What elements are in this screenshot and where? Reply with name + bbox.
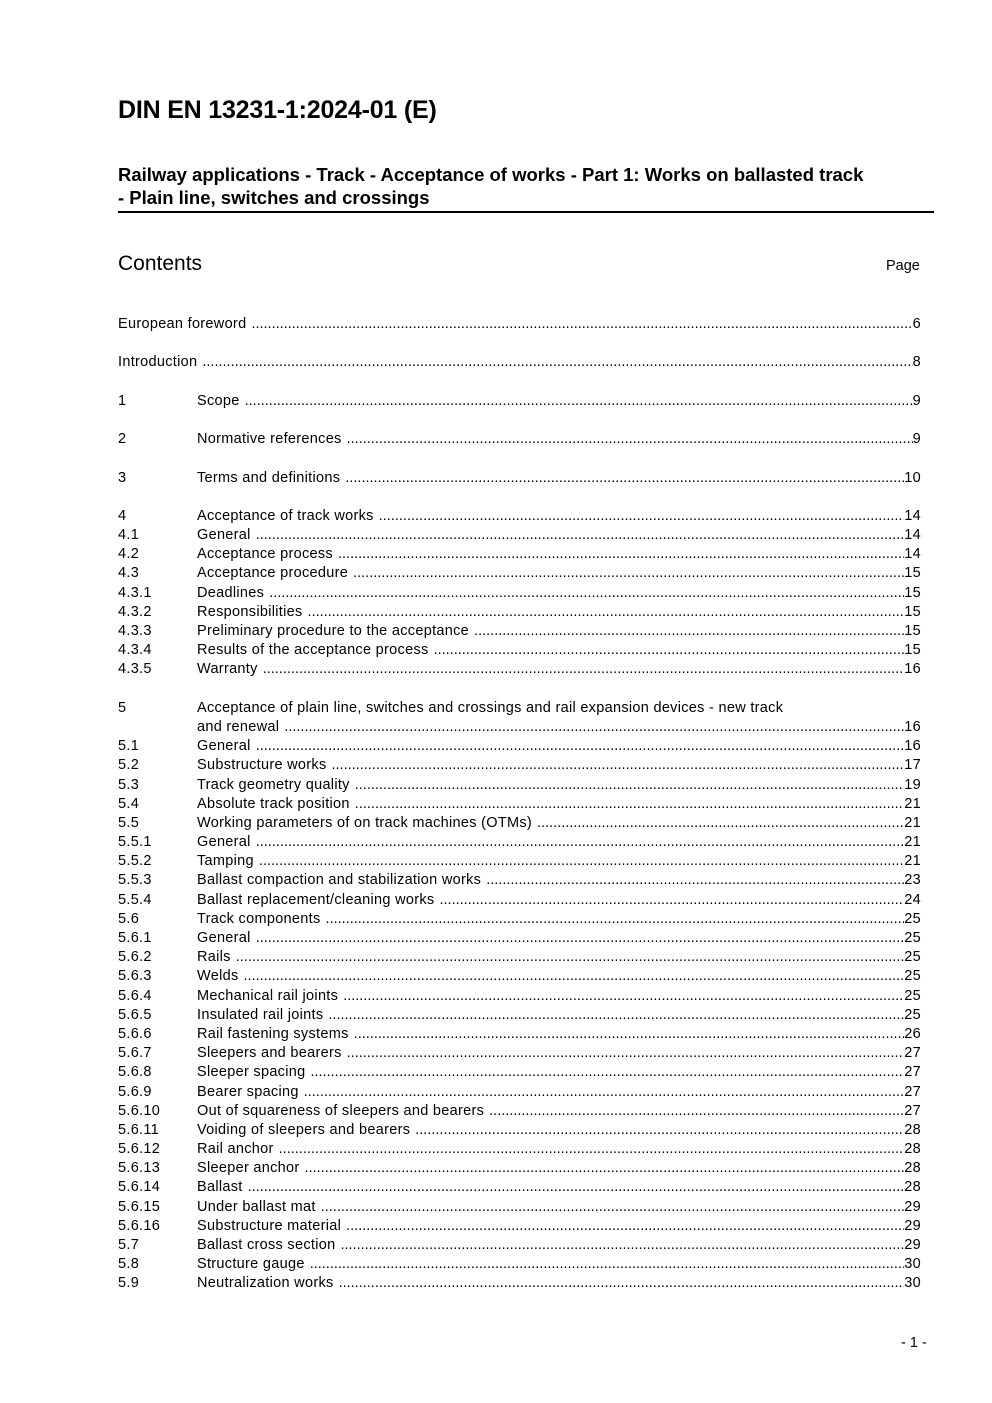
document-title [118, 163, 934, 213]
toc-leader-dots [486, 871, 904, 890]
toc-entry-title: Ballast [197, 1179, 243, 1196]
toc-entry-title: Acceptance procedure [197, 565, 349, 582]
toc-leader-dots [279, 1140, 905, 1159]
toc-entry[interactable] [118, 967, 921, 986]
toc-leader-dots [434, 641, 905, 660]
toc-leader-dots [326, 910, 905, 929]
document-id: DIN EN 13231-1:2024-01 (E) [118, 96, 437, 124]
toc-leader-dots [310, 1255, 905, 1274]
toc-entry[interactable] [118, 660, 921, 679]
toc-entry-number: 5 [118, 699, 127, 716]
toc-leader-dots [474, 622, 904, 641]
toc-entry-title: Warranty [197, 661, 258, 678]
toc-entry[interactable] [118, 469, 921, 488]
toc-entry-page: 15 [904, 623, 921, 639]
toc-entry-title: Responsibilities [197, 603, 303, 620]
toc-leader-dots [354, 1025, 905, 1044]
toc-leader-dots [353, 564, 904, 583]
toc-entry-title: Substructure works [197, 757, 327, 774]
toc-entry-number: 4.3.1 [118, 584, 152, 601]
toc-leader-dots [339, 1274, 905, 1293]
toc-entry-title: Sleeper anchor [197, 1160, 300, 1177]
toc-entry-page: 16 [904, 718, 921, 735]
toc-entry-page: 21 [904, 853, 921, 870]
toc-entry[interactable] [118, 795, 921, 814]
toc-entry-number: 5.5.3 [118, 872, 152, 889]
toc-entry-page: 24 [904, 891, 921, 908]
toc-entry-title: Sleeper spacing [197, 1064, 306, 1081]
toc-entry-number: 5.6.16 [118, 1217, 161, 1234]
toc-leader-dots [244, 967, 905, 986]
toc-leader-dots [236, 948, 905, 967]
toc-entry-title: Introduction [118, 354, 198, 371]
toc-entry[interactable] [118, 507, 921, 526]
toc-entry[interactable] [118, 929, 921, 948]
toc-entry-page: 9 [912, 431, 921, 448]
toc-entry-title: Mechanical rail joints [197, 987, 339, 1004]
toc-entry[interactable] [118, 584, 921, 603]
toc-entry[interactable] [118, 1217, 921, 1236]
toc-entry-page: 25 [904, 1006, 921, 1023]
toc-entry-number: 5.5.2 [118, 853, 152, 870]
toc-entry[interactable] [118, 833, 921, 852]
contents-heading: Contents [118, 252, 203, 275]
toc-entry-page: 23 [904, 872, 921, 889]
toc-entry-title: Working parameters of on track machines (OTMs) [197, 814, 533, 831]
toc-entry[interactable] [118, 776, 921, 795]
toc-entry-title: Rail anchor [197, 1141, 274, 1158]
toc-leader-dots [340, 1236, 904, 1255]
toc-entry-title: Ballast replacement/cleaning works [197, 891, 435, 908]
table-of-contents [118, 315, 921, 1294]
toc-leader-dots [259, 852, 904, 871]
toc-entry-number: 4.3 [118, 565, 140, 582]
toc-leader-dots [251, 315, 912, 334]
toc-entry-page: 9 [912, 392, 921, 409]
toc-entry-title: Rail fastening systems [197, 1025, 349, 1042]
toc-leader-dots [256, 737, 905, 756]
toc-entry-title: Ballast compaction and stabilization works [197, 872, 482, 889]
toc-entry-title: Absolute track position [197, 795, 350, 812]
toc-entry-number: 5.8 [118, 1256, 140, 1273]
toc-entry-page: 27 [904, 1102, 921, 1119]
toc-entry-number: 5.4 [118, 795, 140, 812]
toc-entry-number: 5.6.5 [118, 1006, 152, 1023]
toc-entry-number: 5.3 [118, 776, 140, 793]
toc-entry[interactable] [118, 1236, 921, 1255]
toc-entry-number: 5.6.1 [118, 930, 152, 947]
toc-leader-dots [439, 891, 904, 910]
toc-entry-number: 5.6.10 [118, 1102, 161, 1119]
toc-entry-number: 4.3.2 [118, 603, 152, 620]
toc-entry-page: 10 [904, 469, 921, 486]
toc-entry-page: 17 [904, 757, 921, 774]
toc-leader-dots [256, 929, 905, 948]
toc-entry-title: Neutralization works [197, 1275, 334, 1292]
toc-leader-dots [489, 1102, 904, 1121]
toc-entry[interactable] [118, 699, 921, 737]
toc-leader-dots [346, 1217, 904, 1236]
toc-entry-title: Structure gauge [197, 1256, 305, 1273]
toc-entry-page: 21 [904, 814, 921, 831]
toc-entry-page: 28 [904, 1160, 921, 1177]
toc-entry[interactable] [118, 1006, 921, 1025]
toc-entry[interactable] [118, 1140, 921, 1159]
toc-entry-page: 14 [904, 507, 921, 524]
toc-leader-dots [245, 392, 913, 411]
toc-entry-page: 15 [904, 603, 921, 620]
toc-entry-title: General [197, 527, 251, 544]
toc-leader-dots [304, 1083, 905, 1102]
toc-entry-title: Insulated rail joints [197, 1006, 324, 1023]
toc-entry-page: 28 [904, 1141, 921, 1158]
toc-entry[interactable] [118, 1102, 921, 1121]
toc-entry-title: Acceptance process [197, 546, 333, 563]
toc-entry-number: 4.1 [118, 527, 140, 544]
toc-leader-dots [415, 1121, 904, 1140]
toc-entry-number: 5.6.13 [118, 1160, 161, 1177]
toc-entry-title: Rails [197, 949, 231, 966]
toc-leader-dots [284, 718, 904, 737]
toc-entry-number: 5.6.2 [118, 949, 152, 966]
toc-entry-number: 5.7 [118, 1237, 140, 1254]
toc-entry[interactable] [118, 603, 921, 622]
toc-entry[interactable] [118, 910, 921, 929]
toc-leader-dots [308, 603, 905, 622]
toc-entry-number: 5.6.9 [118, 1083, 152, 1100]
toc-leader-dots [345, 469, 904, 488]
toc-leader-dots [355, 776, 905, 795]
toc-entry-title: Under ballast mat [197, 1198, 316, 1215]
toc-entry-number: 5.6.11 [118, 1121, 160, 1138]
toc-entry[interactable] [118, 1063, 921, 1082]
toc-entry[interactable] [118, 814, 921, 833]
toc-leader-dots [248, 1178, 905, 1197]
toc-entry[interactable] [118, 871, 921, 890]
toc-entry-number: 4.3.3 [118, 623, 152, 639]
toc-entry-title: Normative references [197, 431, 342, 448]
toc-leader-dots [256, 833, 905, 852]
toc-entry-page: 15 [904, 642, 921, 659]
toc-entry-page: 19 [904, 776, 921, 793]
toc-entry-page: 27 [904, 1083, 921, 1100]
toc-entry-number: 4.3.5 [118, 661, 152, 678]
toc-entry[interactable] [118, 526, 921, 545]
toc-entry-title: Bearer spacing [197, 1083, 299, 1100]
toc-entry-page: 25 [904, 930, 921, 947]
toc-entry-number: 4.3.4 [118, 642, 152, 659]
toc-entry-page: 30 [904, 1256, 921, 1273]
toc-leader-dots [263, 660, 905, 679]
toc-entry-number: 5.9 [118, 1275, 140, 1292]
toc-leader-dots [256, 526, 905, 545]
toc-entry-number: 5.2 [118, 757, 140, 774]
toc-entry[interactable] [118, 891, 921, 910]
toc-leader-dots [202, 353, 912, 372]
toc-entry[interactable] [118, 737, 921, 756]
toc-entry-number: 5.1 [118, 738, 140, 755]
toc-entry-title: Substructure material [197, 1217, 342, 1234]
toc-entry-page: 25 [904, 949, 921, 966]
toc-entry-number: 3 [118, 469, 127, 486]
toc-entry-title: Tamping [197, 853, 254, 870]
page-column-label: Page [886, 258, 920, 274]
toc-entry-number: 5.5 [118, 814, 140, 831]
toc-entry[interactable] [118, 1274, 921, 1293]
toc-entry-title-line-1: Acceptance of plain line, switches and crossings and rail expansion devices - new track [197, 699, 784, 716]
toc-entry[interactable] [118, 1255, 921, 1274]
toc-entry-number: 5.5.1 [118, 834, 152, 851]
toc-leader-dots [347, 1044, 905, 1063]
toc-entry[interactable] [118, 1025, 921, 1044]
toc-leader-dots [537, 814, 904, 833]
toc-entry-number: 5.6 [118, 910, 140, 927]
toc-entry-page: 28 [904, 1121, 921, 1138]
toc-entry-title: Voiding of sleepers and bearers [197, 1121, 411, 1138]
toc-leader-dots [379, 507, 905, 526]
toc-entry-page: 25 [904, 968, 921, 985]
toc-entry[interactable] [118, 948, 921, 967]
toc-entry[interactable] [118, 1178, 921, 1197]
toc-entry-page: 25 [904, 910, 921, 927]
toc-entry-page: 21 [904, 834, 921, 851]
toc-leader-dots [347, 430, 913, 449]
toc-entry-title: Terms and definitions [197, 469, 341, 486]
toc-entry-number: 5.6.15 [118, 1198, 161, 1215]
toc-entry[interactable] [118, 392, 921, 411]
toc-entry-title: General [197, 834, 251, 851]
toc-entry-number: 5.6.12 [118, 1141, 161, 1158]
toc-entry-page: 6 [912, 316, 921, 332]
toc-leader-dots [332, 756, 905, 775]
toc-entry-title: General [197, 930, 251, 947]
toc-entry-number: 4.2 [118, 546, 140, 563]
toc-entry[interactable] [118, 1198, 921, 1217]
toc-leader-dots [305, 1159, 905, 1178]
toc-entry-number: 4 [118, 507, 127, 524]
toc-entry-title: Acceptance of track works [197, 507, 374, 524]
toc-entry[interactable] [118, 353, 921, 372]
toc-leader-dots [311, 1063, 905, 1082]
toc-entry-page: 29 [904, 1217, 921, 1234]
toc-entry[interactable] [118, 1083, 921, 1102]
toc-entry[interactable] [118, 641, 921, 660]
toc-entry[interactable] [118, 852, 921, 871]
toc-entry-title: Scope [197, 392, 240, 409]
toc-entry-title: Welds [197, 968, 239, 985]
toc-entry-page: 27 [904, 1045, 921, 1062]
toc-entry-page: 25 [904, 987, 921, 1004]
toc-entry-title: Results of the acceptance process [197, 642, 429, 659]
toc-entry-page: 28 [904, 1179, 921, 1196]
toc-entry-title: General [197, 738, 251, 755]
toc-entry[interactable] [118, 1159, 921, 1178]
toc-entry[interactable] [118, 564, 921, 583]
document-title-line-1: Railway applications - Track - Acceptance of works - Part 1: Works on ballasted track [118, 164, 864, 185]
toc-entry[interactable] [118, 1044, 921, 1063]
toc-entry-title: Sleepers and bearers [197, 1045, 342, 1062]
toc-entry[interactable] [118, 987, 921, 1006]
toc-entry-title: Track components [197, 910, 321, 927]
page-number: - 1 - [901, 1335, 927, 1351]
toc-entry-page: 15 [904, 584, 921, 601]
toc-entry[interactable] [118, 545, 921, 564]
toc-entry-number: 5.6.4 [118, 987, 152, 1004]
toc-entry-page: 14 [904, 527, 921, 544]
toc-entry-number: 5.5.4 [118, 891, 152, 908]
toc-entry-page: 16 [904, 738, 921, 755]
toc-entry-page: 21 [904, 795, 921, 812]
toc-leader-dots [321, 1198, 905, 1217]
toc-entry-number: 5.6.8 [118, 1064, 152, 1081]
toc-entry-title: European foreword [118, 316, 247, 332]
toc-leader-dots [355, 795, 904, 814]
document-title-line-2: - Plain line, switches and crossings [118, 187, 430, 208]
toc-entry-title-line-2: and renewal [197, 718, 280, 735]
toc-entry-number: 5.6.3 [118, 968, 152, 985]
toc-entry-page: 14 [904, 546, 921, 563]
toc-entry-number: 5.6.6 [118, 1025, 152, 1042]
toc-entry-page: 27 [904, 1064, 921, 1081]
toc-entry[interactable] [118, 315, 921, 334]
toc-entry-page: 30 [904, 1275, 921, 1292]
toc-entry-page: 15 [904, 565, 921, 582]
toc-leader-dots [343, 987, 904, 1006]
toc-entry-title: Track geometry quality [197, 776, 350, 793]
toc-entry-number: 2 [118, 431, 127, 448]
toc-entry-title: Ballast cross section [197, 1237, 336, 1254]
toc-entry-number: 5.6.7 [118, 1045, 152, 1062]
toc-entry[interactable] [118, 756, 921, 775]
toc-entry-page: 16 [904, 661, 921, 678]
toc-entry-page: 29 [904, 1198, 921, 1215]
toc-entry-page: 8 [912, 354, 921, 371]
toc-entry-title: Deadlines [197, 584, 265, 601]
toc-entry-number: 5.6.14 [118, 1179, 161, 1196]
toc-entry-title: Preliminary procedure to the acceptance [197, 623, 470, 639]
toc-entry-page: 26 [904, 1025, 921, 1042]
toc-entry[interactable] [118, 622, 921, 641]
toc-entry[interactable] [118, 1121, 921, 1140]
toc-leader-dots [269, 584, 904, 603]
toc-entry-number: 1 [118, 392, 127, 409]
toc-entry-title: Out of squareness of sleepers and bearers [197, 1102, 485, 1119]
toc-entry-page: 29 [904, 1237, 921, 1254]
toc-entry[interactable] [118, 430, 921, 449]
toc-leader-dots [338, 545, 904, 564]
toc-leader-dots [328, 1006, 904, 1025]
